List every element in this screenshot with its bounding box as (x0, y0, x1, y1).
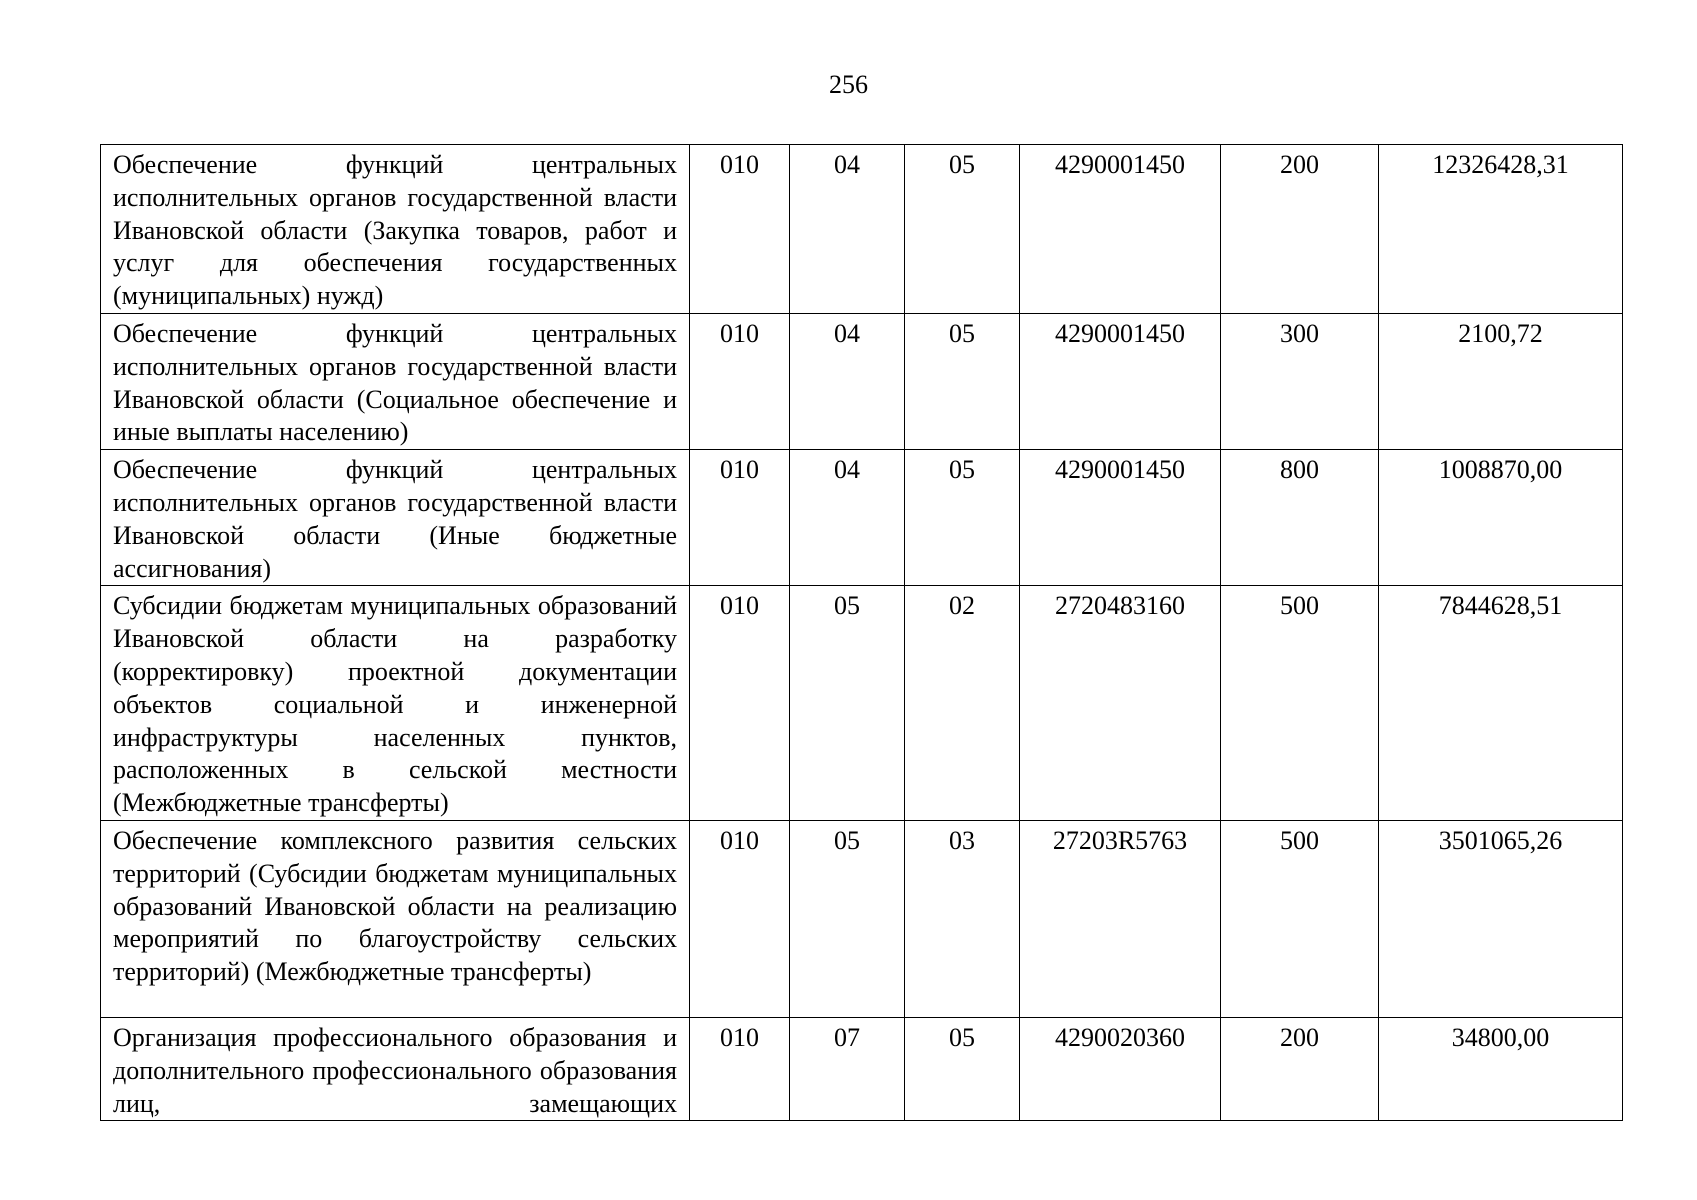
table-row (101, 820, 1623, 1017)
row-subsection-code: 05 (905, 1017, 1020, 1120)
row-expense-type-code: 800 (1221, 450, 1379, 586)
table-row (101, 586, 1623, 821)
row-ministry-code: 010 (690, 145, 790, 314)
row-expense-type-code: 300 (1221, 313, 1379, 449)
row-expense-type-code: 500 (1221, 820, 1379, 1017)
row-section-code: 04 (790, 450, 905, 586)
row-ministry-code: 010 (690, 820, 790, 1017)
row-description: Обеспечение функций центральных исполнительных органов государственной власти Ивановской области (Закупка товаров, работ и услуг для обеспечения государственных (муниципальных) нужд) (101, 145, 690, 314)
row-amount: 2100,72 (1379, 313, 1623, 449)
row-amount: 12326428,31 (1379, 145, 1623, 314)
row-ministry-code: 010 (690, 450, 790, 586)
row-subsection-code: 03 (905, 820, 1020, 1017)
row-amount: 1008870,00 (1379, 450, 1623, 586)
budget-table (100, 144, 1623, 1121)
row-amount: 34800,00 (1379, 1017, 1623, 1120)
row-expense-type-code: 200 (1221, 145, 1379, 314)
row-expense-type-code: 500 (1221, 586, 1379, 821)
row-description: Обеспечение функций центральных исполнительных органов государственной власти Ивановской области (Иные бюджетные ассигнования) (101, 450, 690, 586)
row-section-code: 04 (790, 145, 905, 314)
row-section-code: 07 (790, 1017, 905, 1120)
row-subsection-code: 05 (905, 145, 1020, 314)
row-amount: 7844628,51 (1379, 586, 1623, 821)
row-description-text: Организация профессионального образования и дополнительного профессионального образования лиц, замещающих (113, 1022, 677, 1118)
row-subsection-code: 05 (905, 313, 1020, 449)
row-target-code: 27203R5763 (1020, 820, 1221, 1017)
row-target-code: 4290001450 (1020, 450, 1221, 586)
row-amount: 3501065,26 (1379, 820, 1623, 1017)
row-description: Обеспечение функций центральных исполнительных органов государственной власти Ивановской области (Социальное обеспечение и иные выплаты населению) (101, 313, 690, 449)
row-ministry-code: 010 (690, 313, 790, 449)
row-description: Субсидии бюджетам муниципальных образований Ивановской области на разработку (корректировку) проектной документации объектов социальной и инженерной инфраструктуры населенных пунктов, расположенных в сельской местности (Межбюджетные трансферты) (101, 586, 690, 821)
row-subsection-code: 05 (905, 450, 1020, 586)
row-ministry-code: 010 (690, 586, 790, 821)
row-description (101, 1017, 690, 1120)
row-target-code: 4290001450 (1020, 145, 1221, 314)
table-row (101, 145, 1623, 314)
row-ministry-code: 010 (690, 1017, 790, 1120)
page-number: 256 (829, 70, 868, 99)
row-expense-type-code: 200 (1221, 1017, 1379, 1120)
row-subsection-code: 02 (905, 586, 1020, 821)
table-row (101, 450, 1623, 586)
row-section-code: 05 (790, 586, 905, 821)
row-target-code: 4290001450 (1020, 313, 1221, 449)
row-target-code: 4290020360 (1020, 1017, 1221, 1120)
row-section-code: 05 (790, 820, 905, 1017)
row-section-code: 04 (790, 313, 905, 449)
row-target-code: 2720483160 (1020, 586, 1221, 821)
table-row (101, 1017, 1623, 1120)
row-description: Обеспечение комплексного развития сельских территорий (Субсидии бюджетам муниципальных образований Ивановской области на реализацию мероприятий по благоустройству сельских территорий) (Межбюджетные трансферты) (101, 820, 690, 1017)
table-row (101, 313, 1623, 449)
